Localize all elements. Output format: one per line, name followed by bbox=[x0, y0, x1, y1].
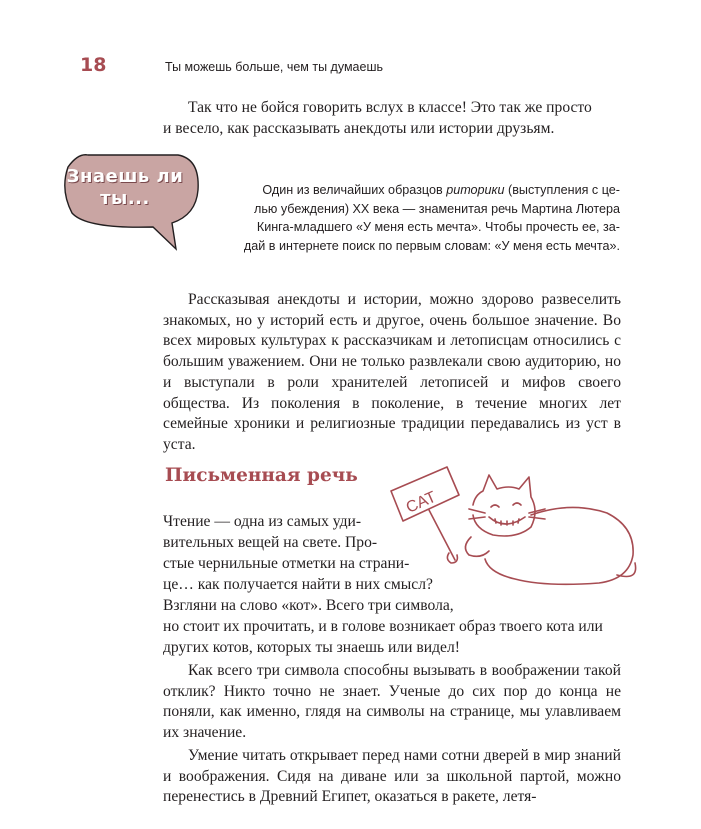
intro-line-2: и весело, как рассказывать анекдоты или истории друзьям. bbox=[163, 119, 555, 137]
reading-line-5: Взгляни на слово «кот». Всего три символа, bbox=[163, 597, 454, 614]
reading-doors-paragraph: Умение читать открывает перед нами сотни дверей в мир знаний и воображения. Сидя на диване или за школьной партой, можно перенестись в Древний Египет, оказаться в ракете, летя- bbox=[163, 746, 621, 806]
sidebar-line-1 bbox=[203, 181, 620, 200]
sidebar-line-4: дай в интернете поиск по первым словам: «У меня есть мечта». bbox=[243, 238, 620, 253]
page-number: 18 bbox=[80, 54, 107, 76]
reading-line-4: це… как получается найти в них смысл? bbox=[163, 576, 433, 593]
intro-line-1: Так что не бойся говорить вслух в классе! Это так же просто bbox=[188, 99, 592, 116]
storytelling-text: Рассказывая анекдоты и истории, можно здорово развеселить знакомых, но у историй есть и другое, очень большое значение. Во всех мировых культурах к рассказчикам и летописцам относились с большим уважением. Они не только развлекали свою аудиторию, но и выступали в роли хранителей летописей и мифов своего общества. Из поколения в поколение, в течение многих лет семейные хроники и религиозные традиции передавались из уст в уста. bbox=[163, 291, 621, 453]
three-symbols-paragraph: Как всего три символа способны вызывать в воображении такой отклик? Никто точно не знает. Ученые до сих пор до конца не поняли, как именно, глядя на символы на странице, мы улавливаем их значение. bbox=[163, 662, 621, 742]
reading-line-3: стые чернильные отметки на страни- bbox=[163, 555, 410, 572]
rhetoric-term: риторики bbox=[446, 183, 505, 197]
did-you-know-line-1: Знаешь ли bbox=[66, 166, 184, 187]
sidebar-note bbox=[203, 181, 620, 255]
sidebar-line-1-pre: Один из величайших образцов bbox=[262, 183, 447, 197]
reading-line-1: Чтение — одна из самых уди- bbox=[163, 513, 362, 530]
sidebar-line-1-post: (выступления с це- bbox=[504, 183, 620, 197]
running-title: Ты можешь больше, чем ты думаешь bbox=[165, 60, 383, 74]
did-you-know-line-2: ты... bbox=[100, 188, 150, 209]
reading-line-7: других котов, которых ты знаешь или видел! bbox=[163, 639, 460, 656]
closing-paragraphs bbox=[163, 661, 621, 808]
did-you-know-label bbox=[62, 166, 188, 210]
storytelling-paragraph bbox=[163, 290, 621, 456]
reading-line-2: вительных вещей на свете. Про- bbox=[163, 534, 378, 551]
intro-paragraph bbox=[163, 98, 621, 139]
reading-line-6: но стоит их прочитать, и в голове возникает образ твоего кота или bbox=[163, 618, 603, 635]
section-heading: Письменная речь bbox=[165, 465, 358, 486]
sidebar-line-3: Кинга-младшего «У меня есть мечта». Чтобы прочесть ее, за- bbox=[256, 220, 620, 234]
sidebar-line-2: лью убеждения) XX века — знаменитая речь Мартина Лютера bbox=[254, 201, 620, 216]
sign-text: CAT bbox=[403, 488, 439, 517]
cat-with-sign-illustration bbox=[385, 455, 647, 595]
